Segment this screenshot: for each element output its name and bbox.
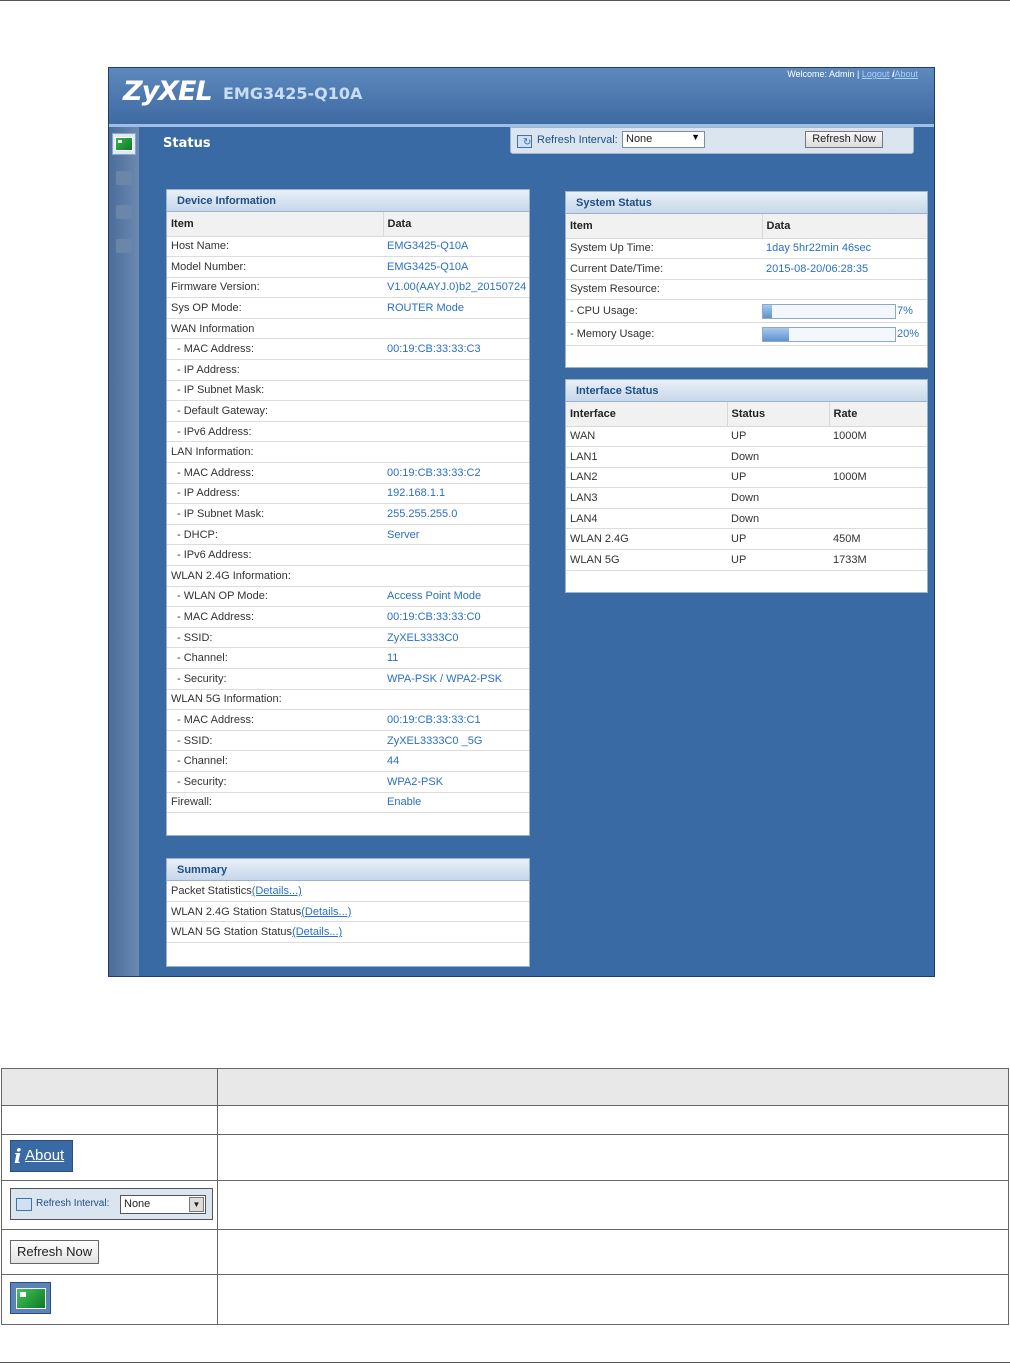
table-row: [566, 279, 927, 300]
data-cell: 00:19:CB:33:33:C0: [383, 607, 529, 628]
table-row: [566, 300, 927, 323]
chevron-down-icon: ▼: [691, 132, 700, 142]
item-cell: - Default Gateway:: [167, 401, 383, 422]
rate-cell: [829, 488, 927, 509]
table-row: [167, 689, 529, 710]
data-cell: ROUTER Mode: [383, 298, 529, 319]
panel-title: Device Information: [167, 190, 529, 212]
col-header-item: Item: [167, 212, 383, 236]
status-monitor-icon: [10, 1282, 51, 1314]
chevron-down-icon: ▼: [189, 1197, 204, 1212]
interface-cell: LAN4: [566, 508, 727, 529]
item-cell: - IP Address:: [167, 360, 383, 381]
sidebar: [109, 127, 139, 977]
table-row: [566, 259, 927, 280]
cpu-usage-bar: [762, 304, 896, 319]
status-cell: UP: [727, 426, 829, 447]
table-row: [167, 483, 529, 504]
data-cell: EMG3425-Q10A: [383, 236, 529, 257]
status-cell: UP: [727, 467, 829, 488]
summary-label: WLAN 5G Station Status: [171, 926, 293, 939]
item-cell: - MAC Address:: [167, 339, 383, 360]
refresh-interval-value: None: [626, 133, 653, 145]
rate-cell: 1000M: [829, 467, 927, 488]
resource-label: System Resource:: [566, 279, 762, 300]
table-row: [167, 339, 529, 360]
status-cell: Down: [727, 488, 829, 509]
table-row: [566, 447, 927, 468]
panel-title: System Status: [566, 192, 927, 214]
interface-status-panel: [565, 379, 928, 593]
banner: [109, 68, 934, 124]
status-cell: UP: [727, 550, 829, 571]
status-screenshot: [108, 67, 935, 977]
table-row: [2, 1275, 1009, 1325]
item-cell: WAN Information: [167, 318, 383, 339]
about-link[interactable]: About: [894, 69, 918, 79]
memory-usage-fill: [763, 328, 789, 341]
item-cell: LAN Information:: [167, 442, 383, 463]
summary-label: WLAN 2.4G Station Status: [171, 905, 302, 918]
table-row: [167, 771, 529, 792]
item-cell: - SSID:: [167, 730, 383, 751]
table-row: [167, 360, 529, 381]
table-row: [566, 467, 927, 488]
data-cell: ZyXEL3333C0 _5G: [383, 730, 529, 751]
data-cell: 00:19:CB:33:33:C1: [383, 710, 529, 731]
network-setting-icon[interactable]: [112, 167, 136, 189]
cpu-usage-text: 7%: [897, 305, 913, 318]
about-button-sample: [10, 1140, 73, 1172]
data-cell: 11: [383, 648, 529, 669]
item-cell: Sys OP Mode:: [167, 298, 383, 319]
memory-usage-text: 20%: [897, 328, 920, 341]
uptime-value: 1day 5hr22min 46sec: [762, 238, 927, 259]
rate-cell: [829, 508, 927, 529]
cpu-label: - CPU Usage:: [566, 300, 762, 323]
table-row: [167, 401, 529, 422]
refresh-interval-sample-select: [120, 1195, 206, 1214]
col-header-data: Data: [383, 212, 529, 236]
device-info-table: [167, 212, 529, 813]
data-cell: WPA-PSK / WPA2-PSK: [383, 668, 529, 689]
data-cell: [383, 442, 529, 463]
table-row: [2, 1106, 1009, 1135]
table-row: [167, 710, 529, 731]
col-header-data: Data: [762, 214, 927, 238]
table-row: [167, 442, 529, 463]
status-monitor-icon[interactable]: [112, 133, 136, 155]
data-cell: EMG3425-Q10A: [383, 257, 529, 278]
table-row: [2, 1181, 1009, 1230]
item-cell: - IPv6 Address:: [167, 545, 383, 566]
rate-cell: [829, 447, 927, 468]
status-cell: Down: [727, 447, 829, 468]
rate-cell: 1000M: [829, 426, 927, 447]
details-link[interactable]: (Details...): [251, 885, 302, 897]
interface-cell: LAN1: [566, 447, 727, 468]
system-status-table: [566, 214, 927, 346]
interface-cell: WAN: [566, 426, 727, 447]
data-cell: [383, 566, 529, 587]
item-cell: - IPv6 Address:: [167, 421, 383, 442]
table-row: [167, 607, 529, 628]
welcome-bar: [787, 69, 918, 79]
item-cell: WLAN 2.4G Information:: [167, 566, 383, 587]
item-cell: - WLAN OP Mode:: [167, 586, 383, 607]
item-cell: - IP Subnet Mask:: [167, 504, 383, 525]
col-header-rate: Rate: [829, 402, 927, 426]
logout-link[interactable]: Logout: [861, 69, 890, 79]
page-bottom-rule: [0, 1362, 1010, 1363]
device-info-panel: [166, 189, 530, 836]
item-cell: WLAN 5G Information:: [167, 689, 383, 710]
data-cell: 44: [383, 751, 529, 772]
data-cell: [383, 380, 529, 401]
item-cell: - Security:: [167, 771, 383, 792]
system-monitor-icon[interactable]: [112, 235, 136, 257]
item-cell: Firewall:: [167, 792, 383, 813]
interface-cell: LAN2: [566, 467, 727, 488]
details-link[interactable]: (Details...): [301, 905, 352, 918]
rate-cell: 1733M: [829, 550, 927, 571]
data-cell: [383, 318, 529, 339]
refresh-interval-icon: [517, 135, 532, 148]
info-icon: i: [14, 1144, 22, 1168]
table-row: [167, 545, 529, 566]
table-row: [566, 323, 927, 346]
table-row: [167, 668, 529, 689]
table-row: [566, 238, 927, 259]
data-cell: 192.168.1.1: [383, 483, 529, 504]
table-row: [167, 421, 529, 442]
data-cell: ZyXEL3333C0: [383, 627, 529, 648]
table-row: [167, 792, 529, 813]
memory-usage-bar: [762, 327, 896, 342]
about-sample-label: About: [25, 1147, 65, 1164]
refresh-interval-label: Refresh Interval:: [537, 134, 618, 146]
data-cell: Server: [383, 524, 529, 545]
datetime-label: Current Date/Time:: [566, 259, 762, 280]
memory-label: - Memory Usage:: [566, 323, 762, 346]
table-row: [2, 1230, 1009, 1275]
table-row: [167, 463, 529, 484]
item-cell: - IP Subnet Mask:: [167, 380, 383, 401]
list-item: [167, 881, 529, 902]
table-row: [167, 504, 529, 525]
data-cell: 00:19:CB:33:33:C2: [383, 463, 529, 484]
summary-label: Packet Statistics: [171, 885, 252, 897]
item-cell: Model Number:: [167, 257, 383, 278]
table-row: [167, 380, 529, 401]
about-icon[interactable]: i: [891, 69, 895, 79]
status-cell: UP: [727, 529, 829, 550]
panel-title: Interface Status: [566, 380, 927, 402]
refresh-interval-select[interactable]: [622, 131, 705, 148]
table-row: [167, 524, 529, 545]
item-cell: - Security:: [167, 668, 383, 689]
field-description-table: [1, 1068, 1009, 1325]
datetime-value: 2015-08-20/06:28:35: [762, 259, 927, 280]
table-row: [167, 648, 529, 669]
item-cell: - DHCP:: [167, 524, 383, 545]
data-cell: [383, 421, 529, 442]
table-row: [167, 318, 529, 339]
data-cell: Enable: [383, 792, 529, 813]
uptime-label: System Up Time:: [566, 238, 762, 259]
item-cell: Firmware Version:: [167, 277, 383, 298]
data-cell: [383, 401, 529, 422]
table-row: [566, 529, 927, 550]
data-cell: WPA2-PSK: [383, 771, 529, 792]
refresh-interval-icon: [16, 1198, 32, 1211]
col-header-status: Status: [727, 402, 829, 426]
table-row: [167, 586, 529, 607]
status-cell: Down: [727, 508, 829, 529]
table-row: [167, 566, 529, 587]
item-cell: - SSID:: [167, 627, 383, 648]
cpu-usage-fill: [763, 305, 772, 318]
refresh-now-sample: Refresh Now: [10, 1240, 99, 1264]
table-row: [167, 730, 529, 751]
refresh-toolbar: [510, 127, 914, 154]
item-cell: - MAC Address:: [167, 607, 383, 628]
col-header-interface: Interface: [566, 402, 727, 426]
data-cell: Access Point Mode: [383, 586, 529, 607]
page-top-rule: [0, 0, 1010, 1]
table-row: [167, 298, 529, 319]
data-cell: 00:19:CB:33:33:C3: [383, 339, 529, 360]
interface-cell: LAN3: [566, 488, 727, 509]
welcome-text: Welcome: Admin |: [787, 69, 860, 79]
table-row: [167, 627, 529, 648]
col-header-item: Item: [566, 214, 762, 238]
item-cell: - IP Address:: [167, 483, 383, 504]
table-row: [167, 751, 529, 772]
brand-logo: ZyXEL: [123, 76, 212, 107]
item-cell: - Channel:: [167, 751, 383, 772]
list-item: [167, 922, 529, 943]
list-item: [167, 902, 529, 923]
refresh-now-button[interactable]: Refresh Now: [805, 131, 883, 148]
model-name: EMG3425-Q10A: [223, 84, 363, 103]
table-row: [167, 277, 529, 298]
item-cell: - MAC Address:: [167, 710, 383, 731]
table-row: [167, 257, 529, 278]
rate-cell: 450M: [829, 529, 927, 550]
table-row: [2, 1135, 1009, 1181]
table-row: [566, 508, 927, 529]
summary-panel: [166, 858, 530, 967]
data-cell: 255.255.255.0: [383, 504, 529, 525]
data-cell: [383, 689, 529, 710]
refresh-interval-sample: [10, 1188, 213, 1220]
panel-title: Summary: [167, 859, 529, 881]
interface-status-table: [566, 402, 927, 571]
table-row: [566, 488, 927, 509]
item-cell: Host Name:: [167, 236, 383, 257]
interface-cell: WLAN 5G: [566, 550, 727, 571]
table-row: [566, 550, 927, 571]
table-row: [167, 236, 529, 257]
data-cell: V1.00(AAYJ.0)b2_20150724: [383, 277, 529, 298]
security-icon[interactable]: [112, 201, 136, 223]
refresh-interval-sample-value: None: [124, 1197, 151, 1210]
refresh-interval-sample-label: Refresh Interval:: [36, 1197, 110, 1209]
item-cell: - MAC Address:: [167, 463, 383, 484]
data-cell: [383, 545, 529, 566]
table-header-row: [2, 1069, 1009, 1106]
interface-cell: WLAN 2.4G: [566, 529, 727, 550]
item-cell: - Channel:: [167, 648, 383, 669]
page-title: Status: [163, 136, 211, 151]
system-status-panel: [565, 191, 928, 368]
table-row: [566, 426, 927, 447]
details-link[interactable]: (Details...): [292, 926, 343, 939]
data-cell: [383, 360, 529, 381]
